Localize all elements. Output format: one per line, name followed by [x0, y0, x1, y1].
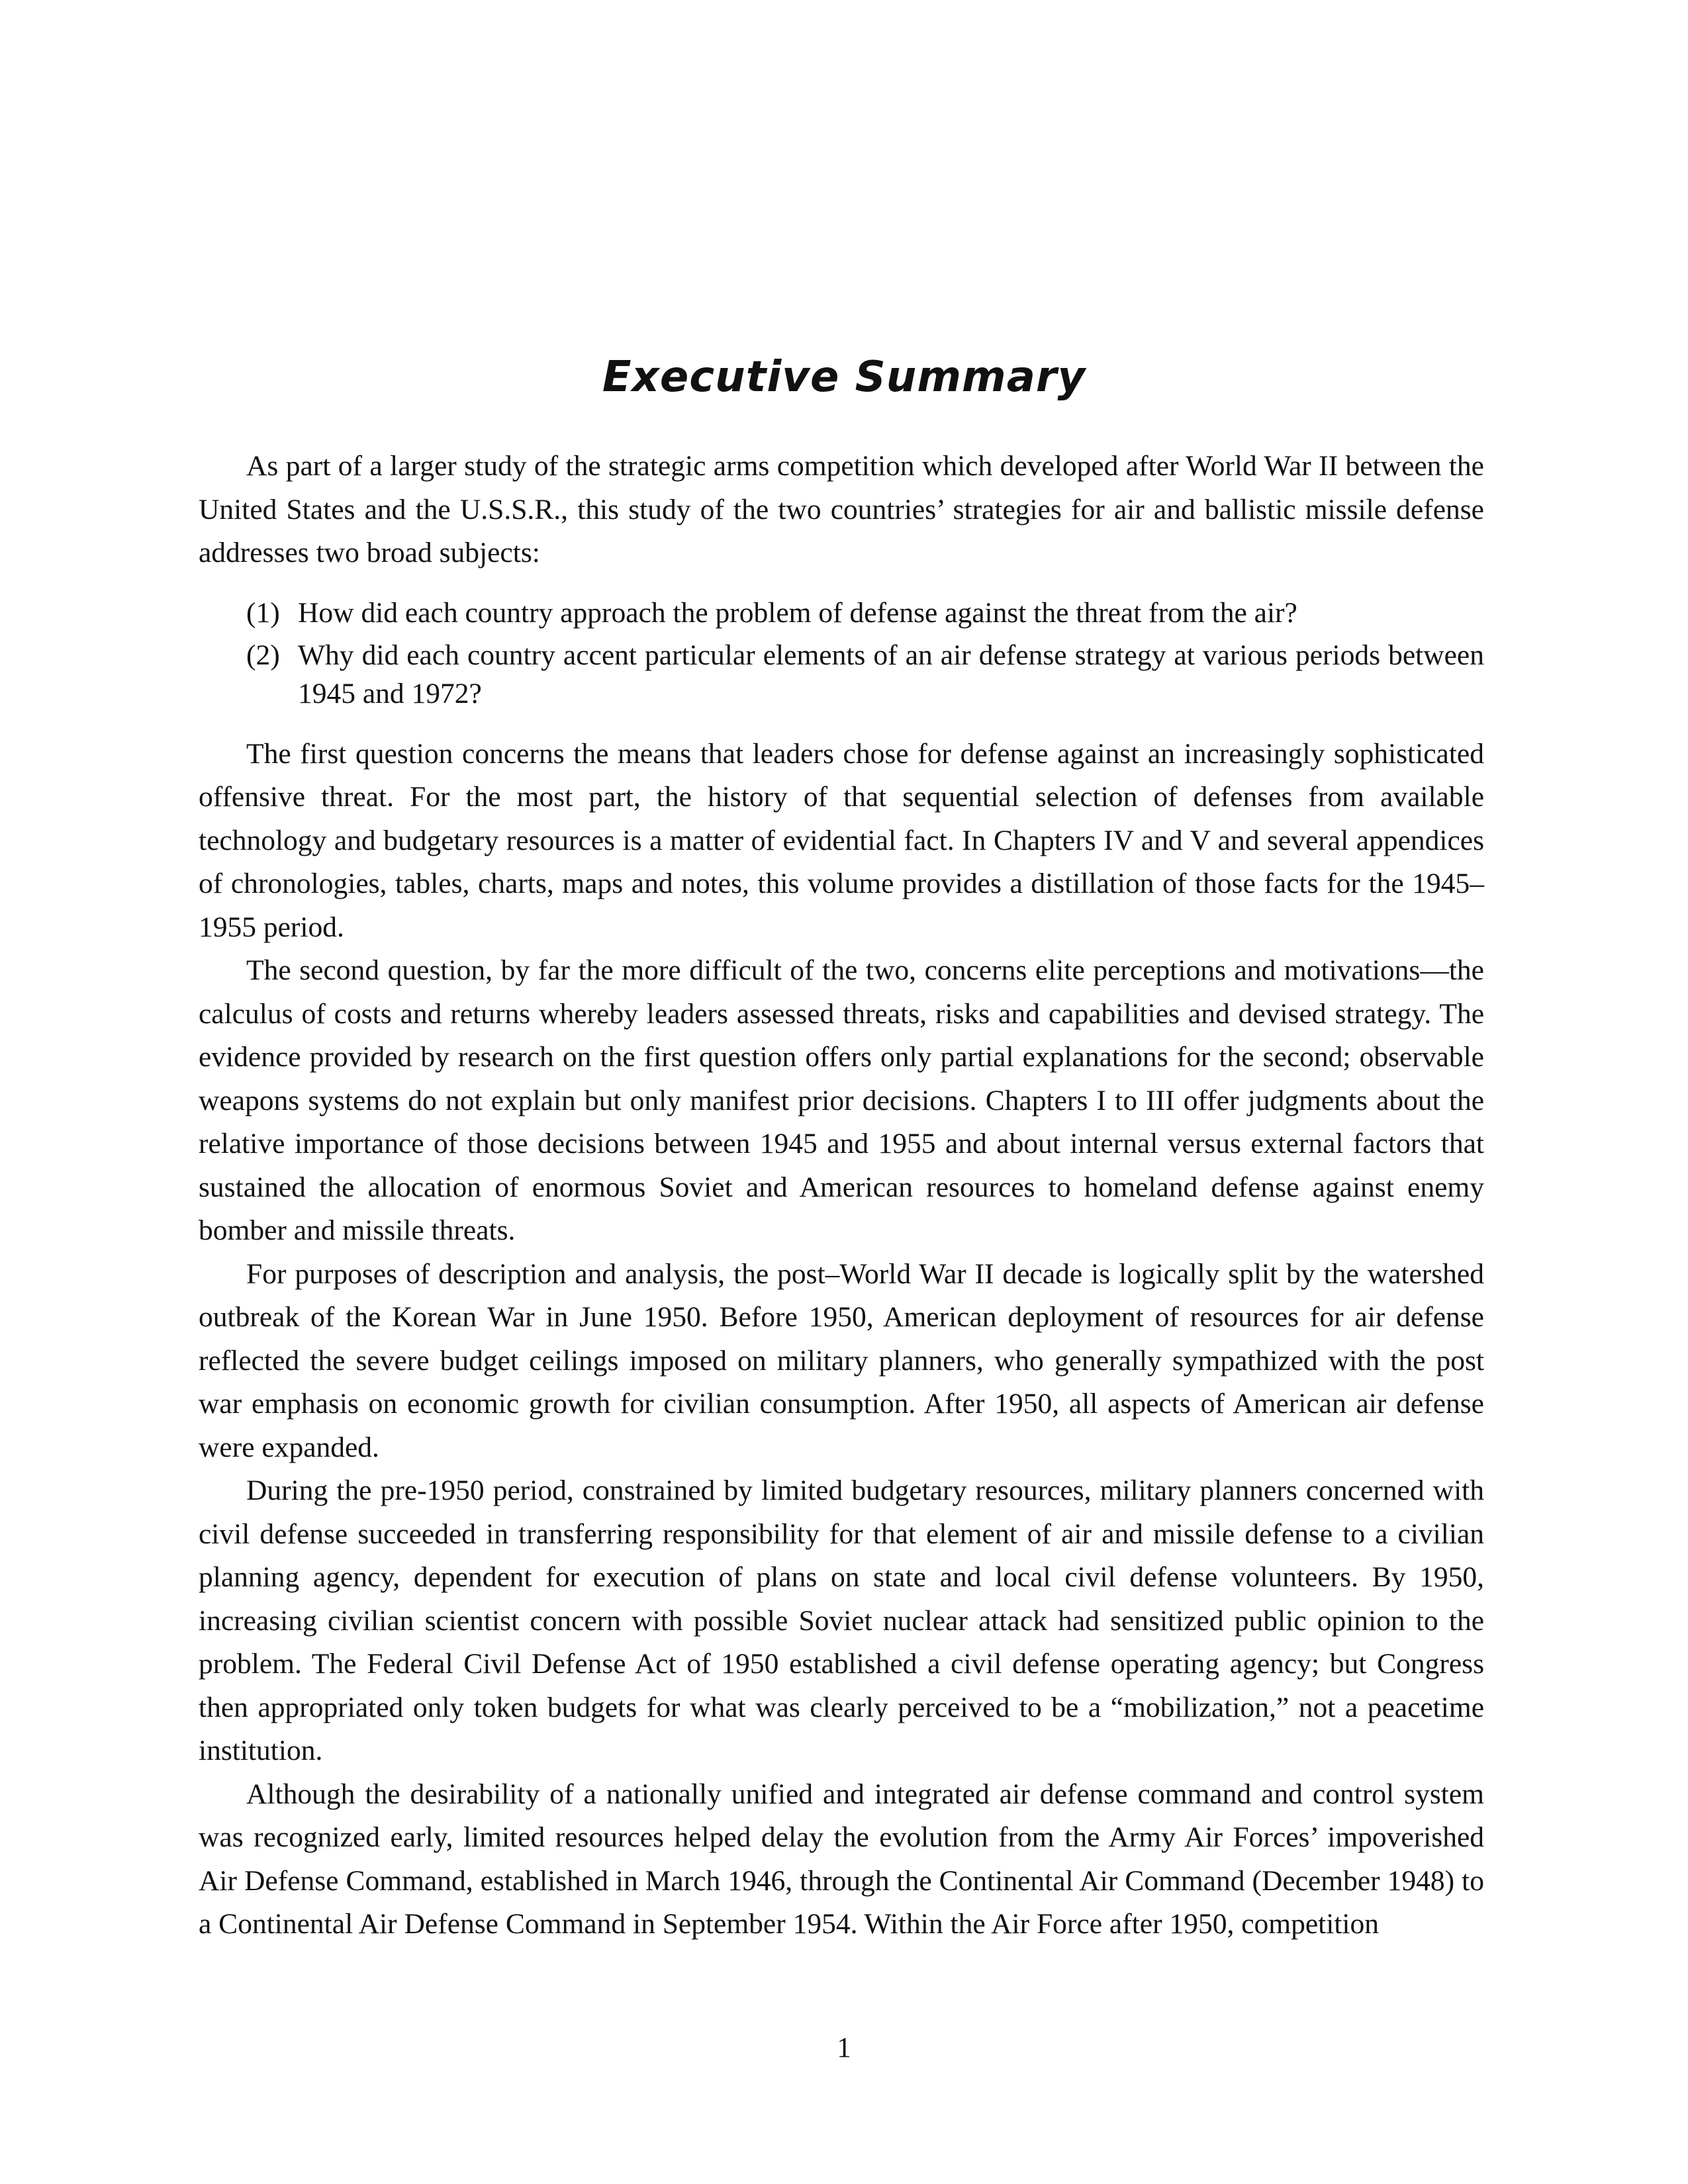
page-number: 1 — [837, 2032, 851, 2064]
question-list — [199, 594, 1484, 713]
body-paragraph: The second question, by far the more difficult of the two, concerns elite perceptions and motivations—the calculus of costs and returns whereby leaders assessed threats, risks and capabilities and devised strategy. The evidence provided by research on the first question offers only partial explanations for the second; observable weapons systems do not explain but only manifest prior decisions. Chapters I to III offer judgments about the relative importance of those decisions between 1945 and 1955 and about internal versus external factors that sustained the allocation of enormous Soviet and American resources to homeland defense against enemy bomber and missile threats. — [199, 954, 1484, 1246]
question-number: (2) — [246, 639, 280, 671]
page-title: Executive Summary — [602, 353, 1086, 402]
question-text: Why did each country accent particular elements of an air defense strategy at various periods between 1945 and 1972? — [298, 639, 1484, 709]
body-paragraph: Although the desirability of a nationally unified and integrated air defense command and control system was recognized early, limited resources helped delay the evolution from the Army Air Forces’ impoverished Air Defense Command, established in March 1946, through the Continental Air Command (December 1948) to a Continental Air Defense Command in September 1954. Within the Air Force after 1950, competition — [199, 1778, 1484, 1940]
intro-paragraph: As part of a larger study of the strategic arms competition which developed after World War II between the United States and the U.S.S.R., this study of the two countries’ strategies for air and ballistic missile defense addresses two broad subjects: — [199, 450, 1484, 569]
body-paragraph: For purposes of description and analysis, the post–World War II decade is logically split by the watershed outbreak of the Korean War in June 1950. Before 1950, American deployment of resources for air defense reflected the severe budget ceilings imposed on military planners, who generally sympathized with the post war emphasis on economic growth for civilian consumption. After 1950, all aspects of American air defense were expanded. — [199, 1257, 1484, 1463]
question-text: How did each country approach the problem of defense against the threat from the air? — [298, 596, 1297, 629]
body-paragraph: The first question concerns the means that leaders chose for defense against an increasingly sophisticated offensive threat. For the most part, the history of that sequential selection of defenses from available technology and budgetary resources is a matter of evidential fact. In Chapters IV and V and several appendices of chronologies, tables, charts, maps and notes, this volume provides a distillation of those facts for the 1945–1955 period. — [199, 737, 1484, 943]
question-item — [246, 594, 1484, 632]
question-item — [246, 636, 1484, 713]
body-paragraph: During the pre-1950 period, constrained by limited budgetary resources, military planners concerned with civil defense succeeded in transferring responsibility for that element of air and missile defense to a civilian planning agency, dependent for execution of plans on state and local civil defense volunteers. By 1950, increasing civilian scientist concern with possible Soviet nuclear attack had sensitized public opinion to the problem. The Federal Civil Defense Act of 1950 established a civil defense operating agency; but Congress then appropriated only token budgets for what was clearly perceived to be a “mobilization,” not a peacetime institution. — [199, 1475, 1484, 1766]
question-number: (1) — [246, 596, 280, 629]
document-body — [199, 445, 1484, 1946]
